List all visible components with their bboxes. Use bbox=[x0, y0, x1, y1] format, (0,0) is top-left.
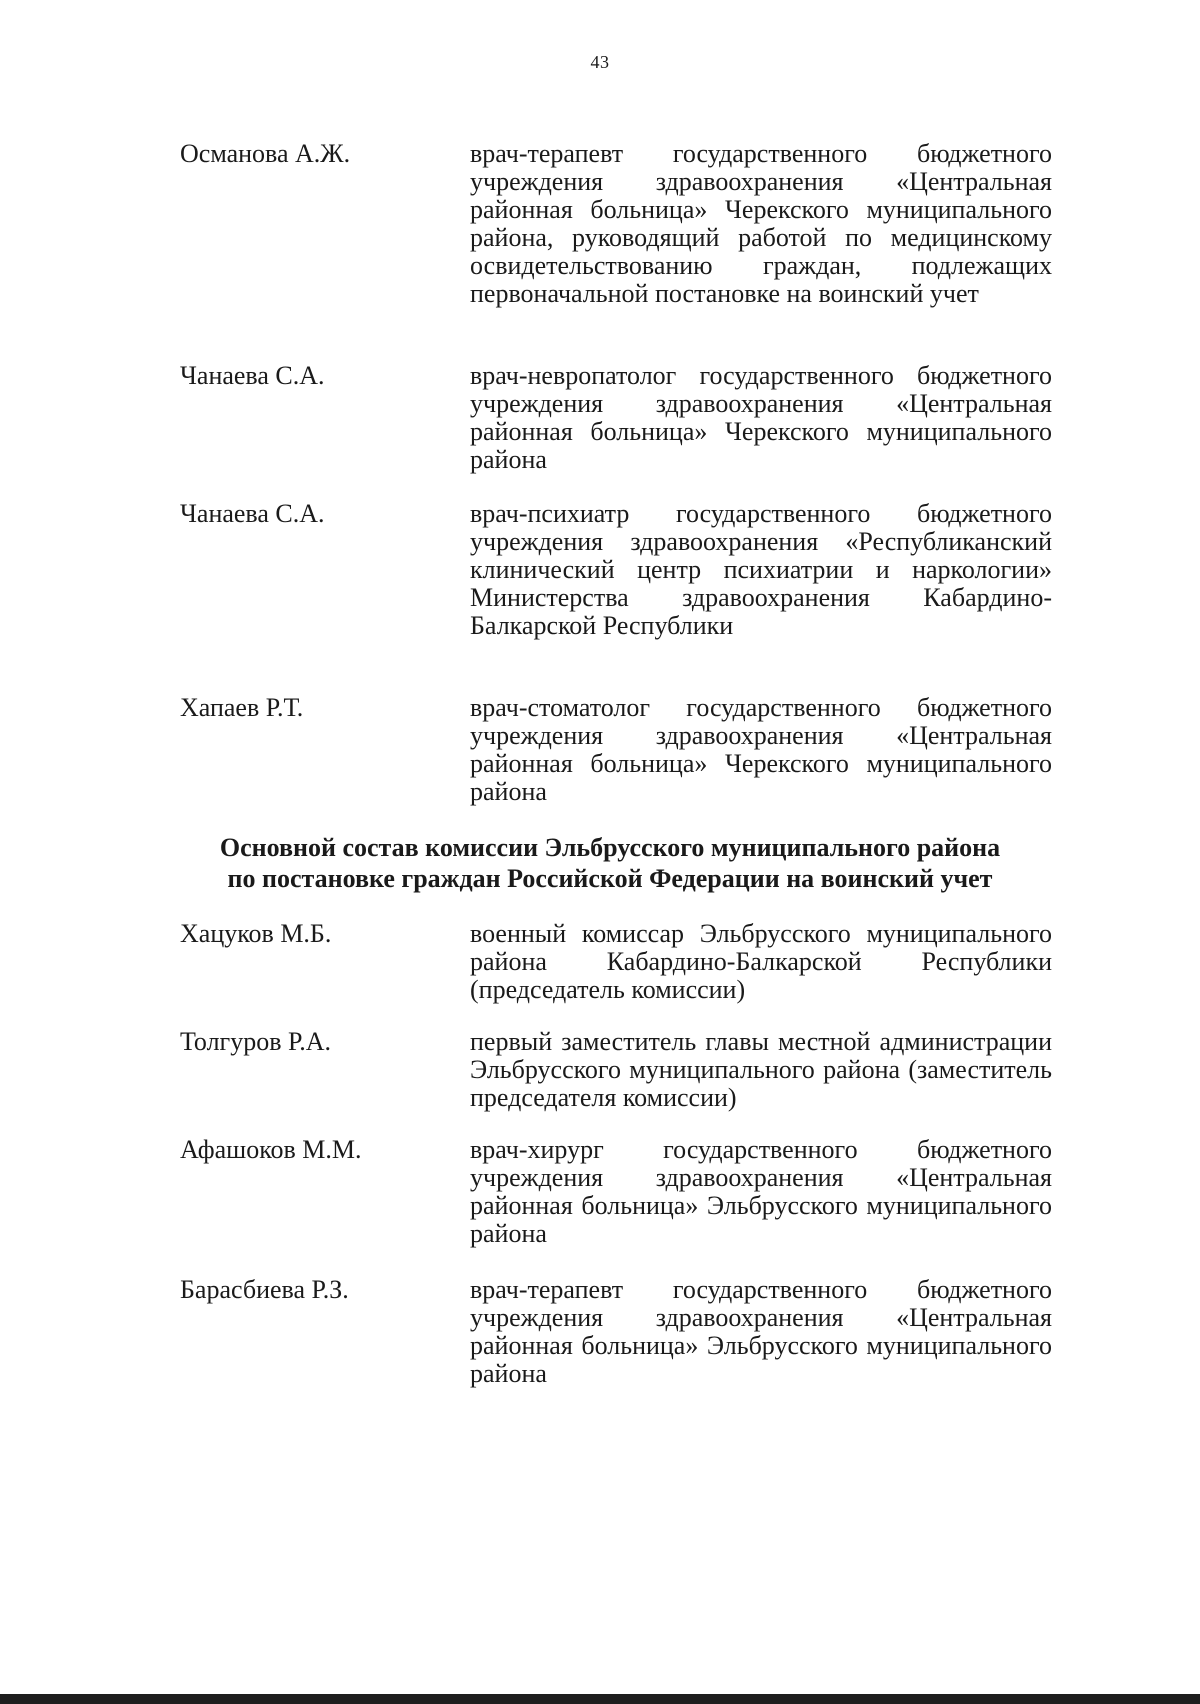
member-name: Хапаев Р.Т. bbox=[180, 693, 304, 722]
section-heading-line-2: по постановке граждан Российской Федерации на воинский учет bbox=[227, 864, 993, 893]
member-role: врач-хирург государственного бюджетного учреждения здравоохранения «Центральная районная больница» Эльбрусского муниципального района bbox=[470, 1135, 1052, 1248]
member-name: Чанаева С.А. bbox=[180, 361, 325, 390]
member-name: Хацуков М.Б. bbox=[180, 919, 332, 948]
section-heading bbox=[150, 832, 1070, 894]
member-role: врач-терапевт государственного бюджетного учреждения здравоохранения «Центральная районная больница» Эльбрусского муниципального района bbox=[470, 1275, 1052, 1388]
member-name: Чанаева С.А. bbox=[180, 499, 325, 528]
member-name: Барасбиева Р.З. bbox=[180, 1275, 349, 1304]
member-role: врач-невропатолог государственного бюджетного учреждения здравоохранения «Центральная районная больница» Черекского муниципального района bbox=[470, 361, 1052, 474]
member-name: Османова А.Ж. bbox=[180, 139, 351, 168]
scan-edge-shadow bbox=[0, 1694, 1200, 1704]
member-name: Толгуров Р.А. bbox=[180, 1027, 331, 1056]
member-role: врач-терапевт государственного бюджетного учреждения здравоохранения «Центральная районная больница» Черекского муниципального района, руководящий работой по медицинскому освидетельствованию граждан, подлежащих первоначальной постановке на воинский учет bbox=[470, 139, 1052, 308]
member-role: первый заместитель главы местной администрации Эльбрусского муниципального района (заместитель председателя комиссии) bbox=[470, 1027, 1052, 1112]
section-heading-line-1: Основной состав комиссии Эльбрусского муниципального района bbox=[219, 833, 1001, 862]
member-name: Афашоков М.М. bbox=[180, 1135, 362, 1164]
member-role: врач-психиатр государственного бюджетного учреждения здравоохранения «Республиканский клинический центр психиатрии и наркологии» Министерства здравоохранения Кабардино-Балкарской Республики bbox=[470, 499, 1052, 640]
page-number: 43 bbox=[590, 52, 610, 72]
member-role: врач-стоматолог государственного бюджетного учреждения здравоохранения «Центральная районная больница» Черекского муниципального района bbox=[470, 693, 1052, 806]
member-role: военный комиссар Эльбрусского муниципального района Кабардино-Балкарской Республики (председатель комиссии) bbox=[470, 919, 1052, 1004]
